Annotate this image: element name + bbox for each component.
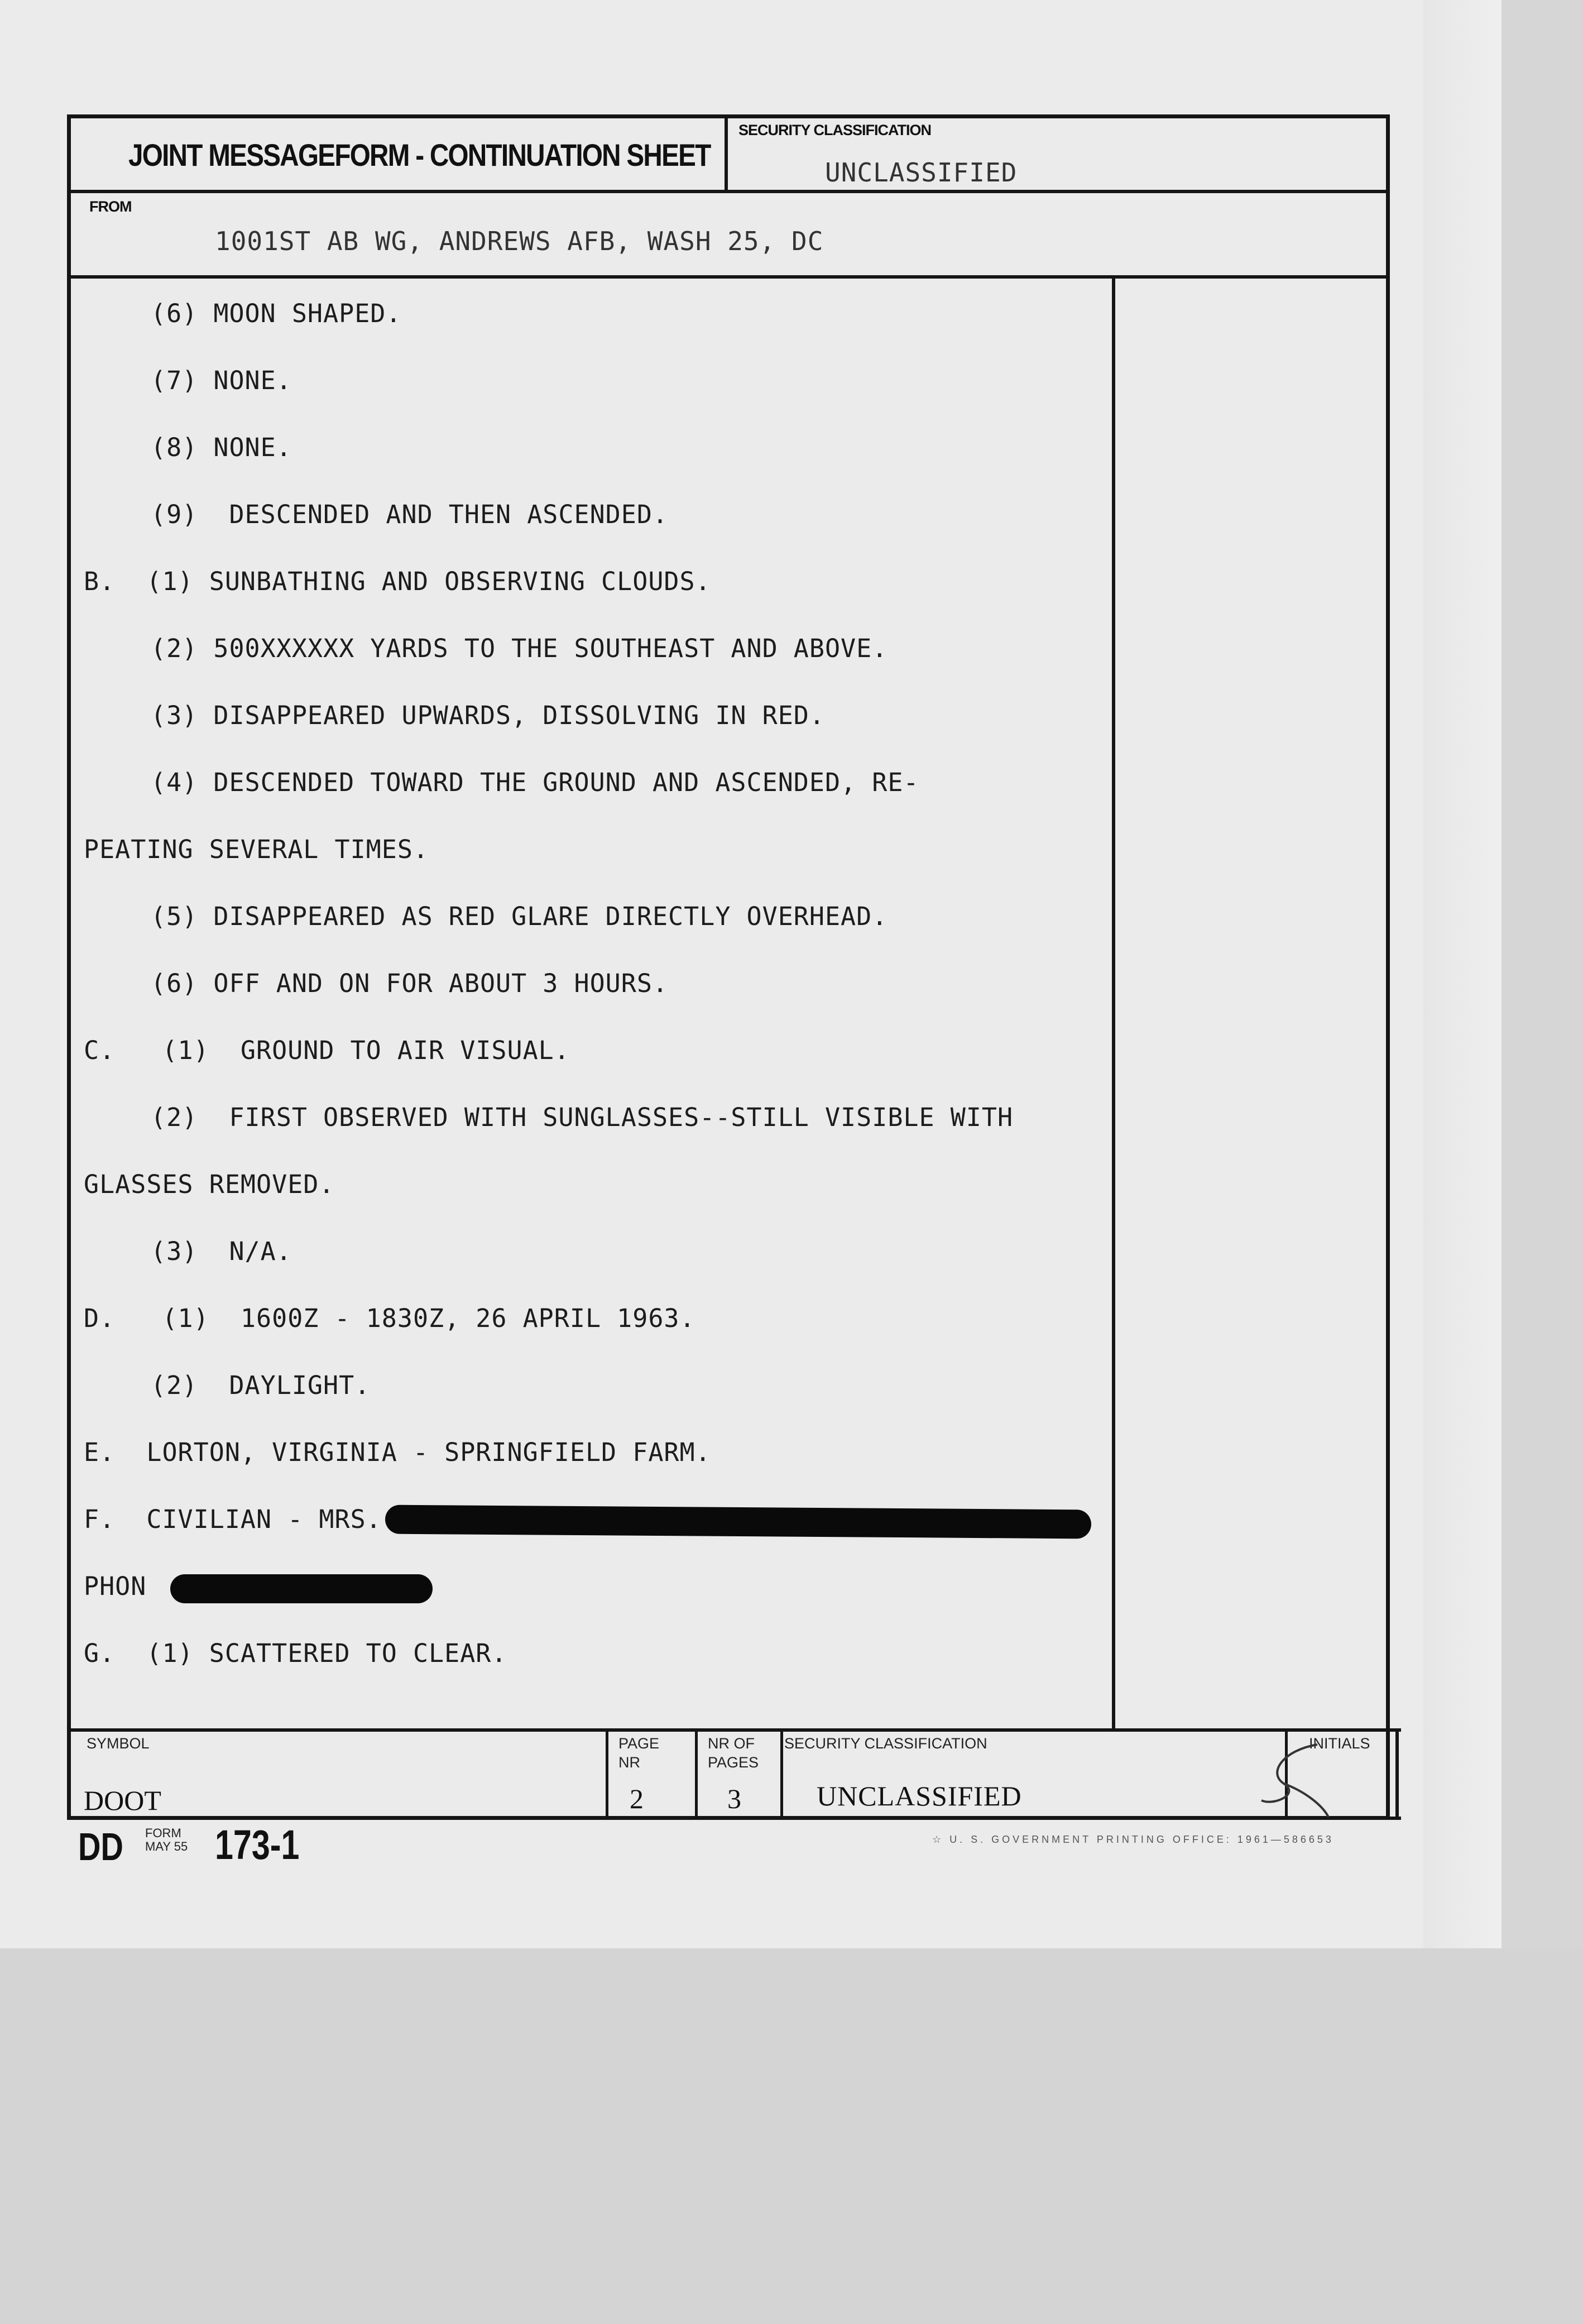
body-line: (6) MOON SHAPED. — [151, 299, 402, 328]
body-line: D. (1) 1600Z - 1830Z, 26 APRIL 1963. — [84, 1304, 695, 1333]
footer-security-label: SECURITY CLASSIFICATION — [784, 1735, 987, 1752]
body-line: (4) DESCENDED TOWARD THE GROUND AND ASCENDED, RE- — [151, 768, 919, 797]
header-divider — [67, 190, 1390, 193]
body-line: (2) 500XXXXXX YARDS TO THE SOUTHEAST AND ABOVE. — [151, 634, 888, 663]
body-margin-divider — [1112, 276, 1115, 1731]
symbol-value: DOOT — [84, 1785, 161, 1816]
body-line: (9) DESCENDED AND THEN ASCENDED. — [151, 500, 669, 529]
footer-security-value: UNCLASSIFIED — [817, 1780, 1022, 1812]
body-line: PHON — [84, 1571, 147, 1601]
body-line: (2) FIRST OBSERVED WITH SUNGLASSES--STILL VISIBLE WITH — [151, 1103, 1014, 1132]
nr-pages-label: NR OF — [708, 1735, 755, 1752]
initials-label: INITIALS — [1309, 1735, 1370, 1752]
body-line: GLASSES REMOVED. — [84, 1170, 335, 1199]
footer-top-line — [67, 1728, 1401, 1732]
body-line: C. (1) GROUND TO AIR VISUAL. — [84, 1036, 570, 1065]
form-date-label — [145, 1827, 188, 1853]
dd-form-mark: DD — [78, 1825, 123, 1868]
scan-background — [0, 1948, 1583, 2324]
page-nr-value: 2 — [630, 1783, 644, 1814]
security-classification-label: SECURITY CLASSIFICATION — [738, 122, 932, 138]
body-line: (5) DISAPPEARED AS RED GLARE DIRECTLY OVERHEAD. — [151, 902, 888, 931]
security-classification-value: UNCLASSIFIED — [825, 157, 1018, 188]
form-word: FORM — [145, 1826, 181, 1840]
body-line: (3) DISAPPEARED UPWARDS, DISSOLVING IN RED. — [151, 701, 825, 730]
page-edge — [1423, 0, 1502, 1948]
from-value: 1001ST AB WG, ANDREWS AFB, WASH 25, DC — [215, 226, 824, 256]
redaction-bar-phone — [170, 1574, 433, 1603]
footer-divider-2 — [695, 1728, 698, 1819]
body-line: B. (1) SUNBATHING AND OBSERVING CLOUDS. — [84, 567, 711, 596]
symbol-label: SYMBOL — [87, 1735, 150, 1752]
form-number: 173-1 — [215, 1822, 300, 1868]
redaction-bar-name — [385, 1505, 1091, 1539]
footer-right-edge — [1395, 1728, 1399, 1819]
body-line: PEATING SEVERAL TIMES. — [84, 835, 429, 864]
footer-divider-3 — [780, 1728, 783, 1819]
footer-divider-1 — [606, 1728, 608, 1819]
body-line: (3) N/A. — [151, 1237, 292, 1266]
form-title: JOINT MESSAGEFORM - CONTINUATION SHEET — [128, 137, 711, 172]
header-vertical-divider — [725, 114, 728, 193]
page-nr-label: PAGE — [618, 1735, 660, 1752]
body-line: (7) NONE. — [151, 366, 292, 395]
nr-pages-value: 3 — [727, 1783, 741, 1814]
printing-office-note: ☆ U. S. GOVERNMENT PRINTING OFFICE: 1961—586653 — [932, 1834, 1334, 1845]
footer-bottom-line — [67, 1817, 1401, 1820]
from-label: FROM — [89, 198, 132, 215]
body-line: (8) NONE. — [151, 433, 292, 462]
body-line: (6) OFF AND ON FOR ABOUT 3 HOURS. — [151, 969, 669, 998]
initials-scribble — [1250, 1739, 1340, 1823]
body-line: F. CIVILIAN - MRS. — [84, 1504, 382, 1534]
body-line: (2) DAYLIGHT. — [151, 1371, 371, 1400]
body-line: G. (1) SCATTERED TO CLEAR. — [84, 1638, 507, 1668]
from-divider — [67, 275, 1390, 279]
form-date: MAY 55 — [145, 1839, 188, 1853]
nr-pages-label-2: PAGES — [708, 1754, 759, 1771]
body-line: E. LORTON, VIRGINIA - SPRINGFIELD FARM. — [84, 1437, 711, 1467]
page-nr-label-2: NR — [618, 1754, 640, 1771]
